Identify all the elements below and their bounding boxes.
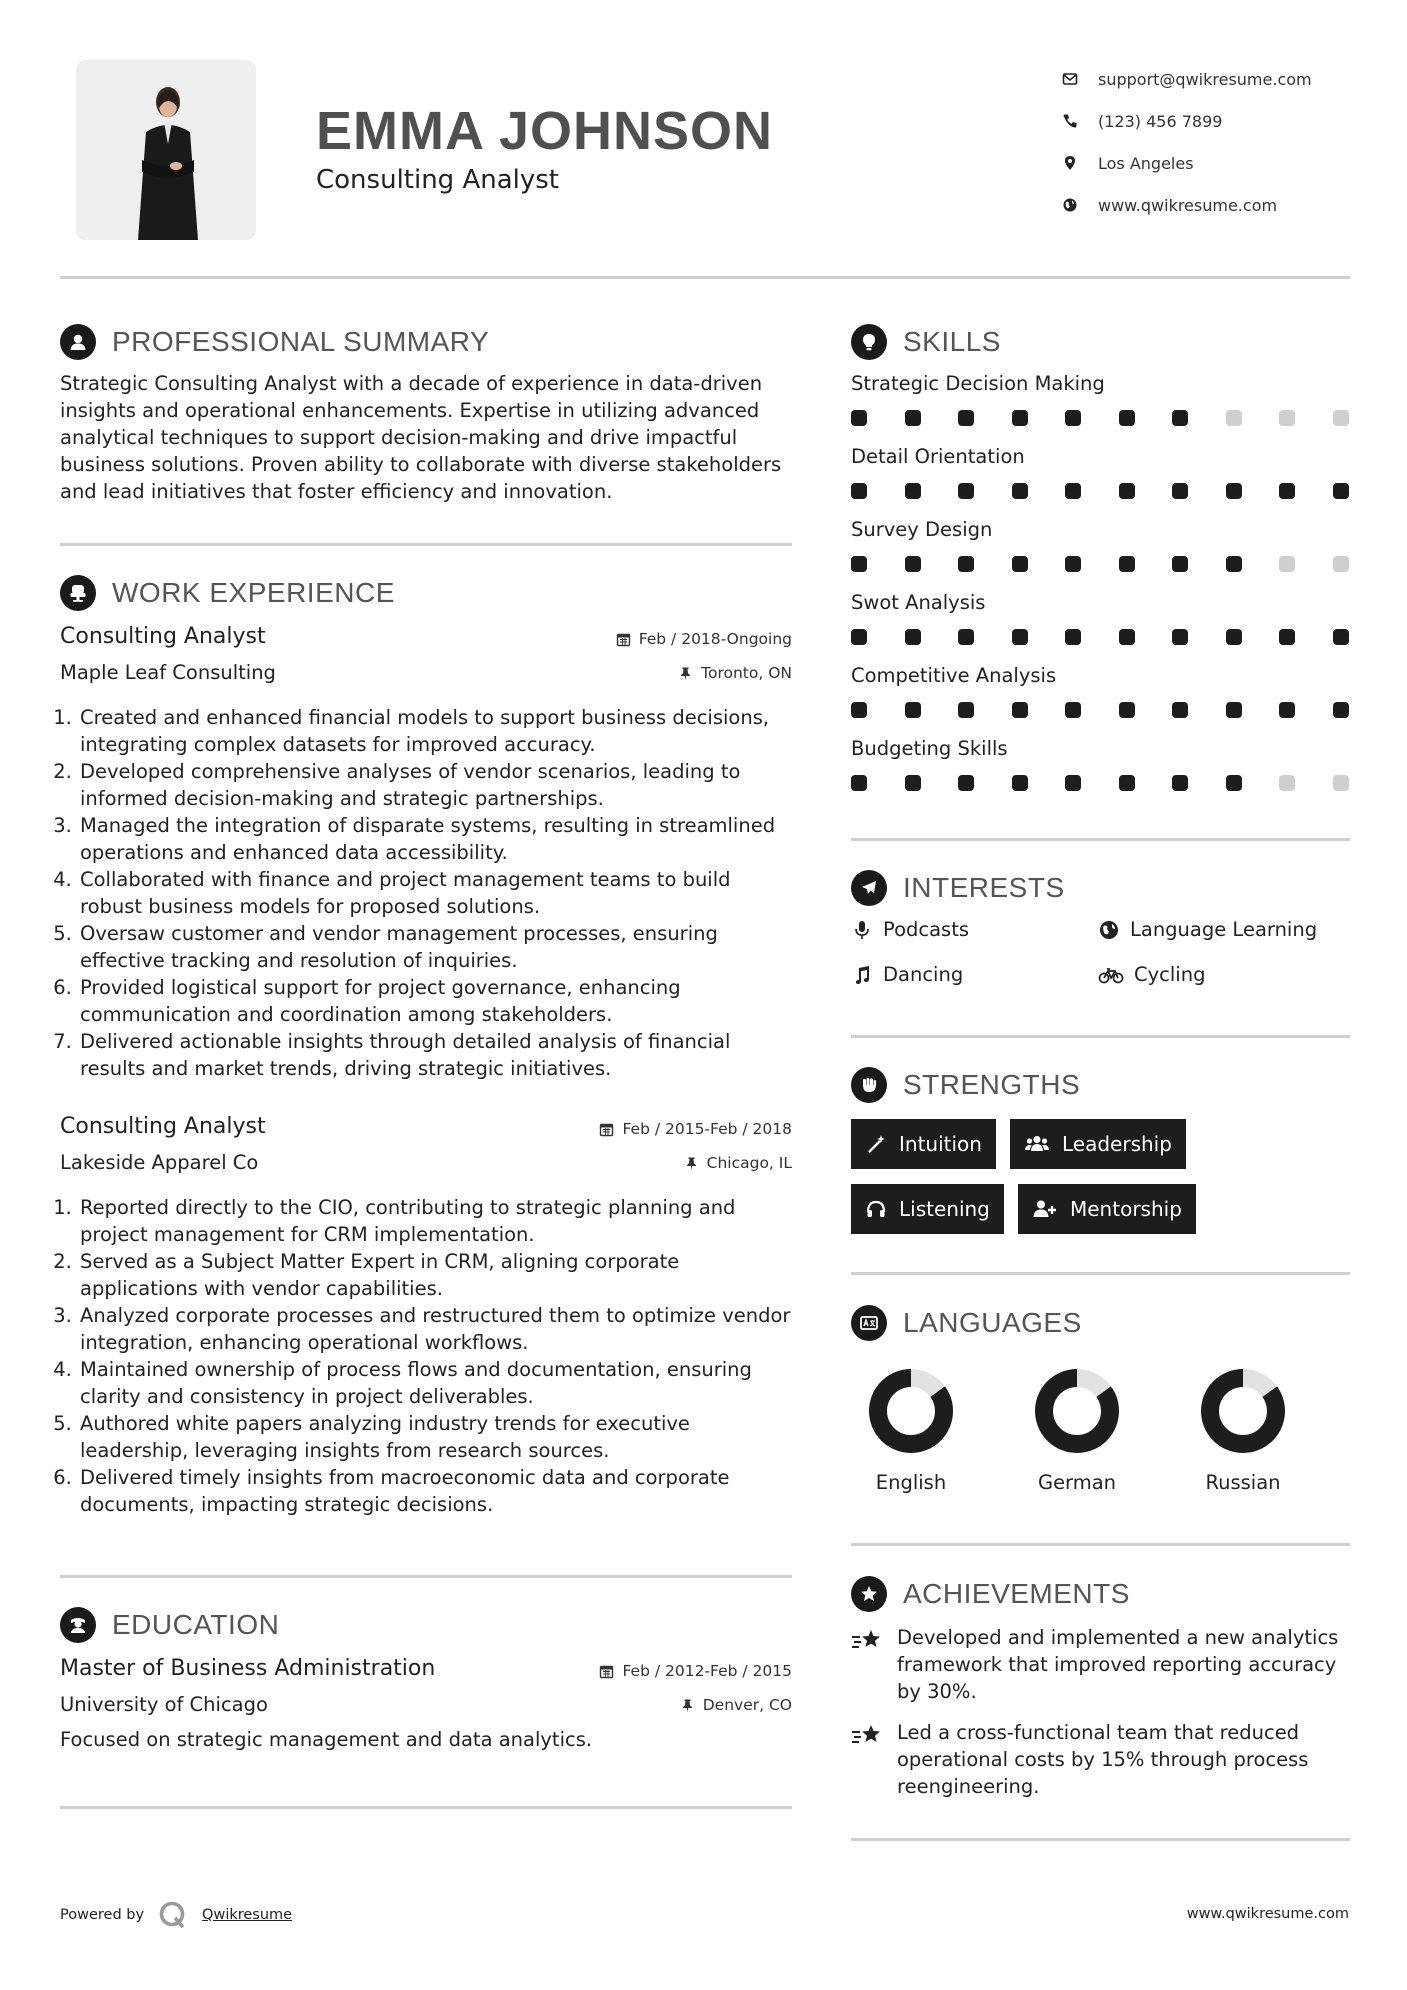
- calendar-icon: [599, 1664, 614, 1679]
- education-degree: Master of Business Administration: [60, 1656, 436, 1681]
- skill-rating: [851, 556, 1349, 572]
- skill-dot-filled: [851, 556, 867, 572]
- languages-heading-text: LANGUAGES: [903, 1307, 1082, 1338]
- strength-badge: [851, 1184, 1004, 1234]
- strength-badge: [1010, 1119, 1186, 1169]
- list-item: 5. Authored white papers analyzing industry trends for executive leadership, leveraging insights from research sources.: [78, 1410, 792, 1464]
- achievements-heading-text: ACHIEVEMENTS: [903, 1578, 1130, 1609]
- interests-heading-text: INTERESTS: [903, 872, 1065, 903]
- skill-dot-filled: [1012, 483, 1028, 499]
- skill-rating: [851, 410, 1349, 426]
- skill-dot-filled: [958, 775, 974, 791]
- skill-name: Survey Design: [851, 518, 993, 541]
- education-icon-circle: [60, 1607, 96, 1643]
- skill-name: Detail Orientation: [851, 445, 1025, 468]
- interests-heading: [851, 870, 1065, 906]
- skill-dot-filled: [1119, 775, 1135, 791]
- language-card-icon: [858, 1312, 880, 1334]
- person-silhouette-icon: [76, 60, 256, 240]
- job-dates: [616, 630, 792, 648]
- contact-website-text: www.qwikresume.com: [1098, 195, 1278, 215]
- skill-item: [851, 735, 1351, 791]
- education-location: [680, 1696, 792, 1714]
- language-name: German: [1037, 1471, 1117, 1494]
- skill-item: [851, 443, 1351, 499]
- list-item: 1. Created and enhanced financial models to support business decisions, integrating complex datasets for improved accuracy.: [78, 704, 792, 758]
- skill-dot-filled: [1012, 702, 1028, 718]
- interest-label: Dancing: [883, 963, 964, 986]
- skill-dot-filled: [1065, 775, 1081, 791]
- skill-rating: [851, 702, 1349, 718]
- list-item: 7. Delivered actionable insights through detailed analysis of financial results and market trends, driving strategic initiatives.: [78, 1028, 792, 1082]
- skill-dot-filled: [851, 410, 867, 426]
- skill-dot-filled: [1226, 702, 1242, 718]
- interest-item: [1098, 918, 1317, 941]
- lightbulb-icon: [858, 331, 880, 353]
- candidate-name: EMMA JOHNSON: [316, 101, 774, 161]
- education-school: University of Chicago: [60, 1693, 268, 1716]
- skill-dot-empty: [1333, 556, 1349, 572]
- achievements-icon-circle: [851, 1576, 887, 1612]
- headphones-icon: [865, 1198, 887, 1220]
- skill-dot-filled: [1065, 702, 1081, 718]
- skill-dot-filled: [1119, 410, 1135, 426]
- skill-dot-filled: [851, 629, 867, 645]
- footer-powered-text: Powered by: [60, 1907, 145, 1923]
- job-entry-1: [60, 620, 792, 1082]
- language-item: [1178, 1367, 1308, 1494]
- education-heading: [60, 1607, 279, 1643]
- envelope-icon: [1062, 71, 1078, 87]
- skill-rating: [851, 483, 1349, 499]
- skill-dot-filled: [1172, 775, 1188, 791]
- briefcase-icon: [67, 582, 89, 604]
- contact-website[interactable]: [1062, 184, 1362, 226]
- skill-dot-filled: [1012, 775, 1028, 791]
- education-note: Focused on strategic management and data analytics.: [60, 1728, 593, 1751]
- contact-block: [1062, 58, 1362, 226]
- skill-dot-filled: [1333, 483, 1349, 499]
- achievement-text: Led a cross-functional team that reduced operational costs by 15% through process reengineering.: [897, 1721, 1309, 1798]
- user-icon: [67, 331, 89, 353]
- profile-photo: [76, 60, 256, 240]
- achievements-heading: [851, 1576, 1130, 1612]
- shooting-star-icon: [851, 1721, 885, 1751]
- skill-rating: [851, 629, 1349, 645]
- language-name: Russian: [1205, 1471, 1281, 1494]
- music-note-icon: [851, 964, 873, 986]
- skill-dot-filled: [851, 702, 867, 718]
- skill-dot-filled: [1119, 702, 1135, 718]
- phone-icon: [1062, 113, 1078, 129]
- graduate-icon: [67, 1614, 89, 1636]
- interest-item: [851, 918, 969, 941]
- work-icon-circle: [60, 575, 96, 611]
- work-heading-text: WORK EXPERIENCE: [112, 577, 395, 608]
- job-location: [678, 664, 792, 682]
- skill-dot-empty: [1279, 410, 1295, 426]
- skill-dot-empty: [1226, 410, 1242, 426]
- skill-dot-filled: [851, 775, 867, 791]
- skills-icon-circle: [851, 324, 887, 360]
- languages-icon-circle: [851, 1305, 887, 1341]
- paper-plane-icon: [858, 877, 880, 899]
- skill-dot-empty: [1279, 556, 1295, 572]
- list-item: 3. Analyzed corporate processes and restructured them to optimize vendor integration, enhancing operational workflows.: [78, 1302, 792, 1356]
- list-item: 5. Oversaw customer and vendor management processes, ensuring effective tracking and resolution of inquiries.: [78, 920, 792, 974]
- job-dates-text: Feb / 2018-Ongoing: [638, 630, 792, 648]
- skill-dot-filled: [905, 556, 921, 572]
- microphone-icon: [851, 919, 873, 941]
- skill-dot-filled: [905, 483, 921, 499]
- skill-name: Competitive Analysis: [851, 664, 1057, 687]
- contact-phone-text: (123) 456 7899: [1098, 111, 1223, 131]
- skill-dot-filled: [1279, 629, 1295, 645]
- interest-item: [851, 963, 963, 986]
- skill-dot-filled: [1012, 410, 1028, 426]
- skill-dot-filled: [851, 483, 867, 499]
- skill-dot-filled: [958, 556, 974, 572]
- education-dates: [599, 1662, 792, 1680]
- language-name: English: [875, 1471, 947, 1494]
- skill-dot-filled: [905, 775, 921, 791]
- skill-dot-filled: [1119, 483, 1135, 499]
- skill-dot-filled: [958, 410, 974, 426]
- job-company: Lakeside Apparel Co: [60, 1151, 259, 1174]
- skill-dot-empty: [1333, 775, 1349, 791]
- skill-name: Budgeting Skills: [851, 737, 1008, 760]
- interest-label: Language Learning: [1130, 918, 1318, 941]
- skill-item: [851, 370, 1351, 426]
- skill-dot-filled: [1012, 556, 1028, 572]
- job-entry-2: [60, 1110, 792, 1518]
- skill-dot-filled: [1119, 556, 1135, 572]
- skill-dot-empty: [1333, 410, 1349, 426]
- interests-divider: [851, 1035, 1350, 1038]
- job-dates: [599, 1120, 792, 1138]
- list-item: 6. Delivered timely insights from macroeconomic data and corporate documents, impacting strategic decisions.: [78, 1464, 792, 1518]
- skill-dot-filled: [1065, 556, 1081, 572]
- list-item: 2. Served as a Subject Matter Expert in CRM, aligning corporate applications with vendor capabilities.: [78, 1248, 792, 1302]
- languages-heading: [851, 1305, 1082, 1341]
- list-item: 6. Provided logistical support for project governance, enhancing communication and coordination among stakeholders.: [78, 974, 792, 1028]
- users-icon: [1024, 1133, 1050, 1155]
- calendar-icon: [599, 1122, 614, 1137]
- magic-wand-icon: [865, 1133, 887, 1155]
- skill-dot-filled: [905, 410, 921, 426]
- achievement-text: Developed and implemented a new analytics framework that improved reporting accuracy by 30%.: [897, 1626, 1339, 1703]
- pushpin-icon: [684, 1156, 699, 1171]
- bicycle-icon: [1098, 964, 1124, 986]
- skill-rating: [851, 775, 1349, 791]
- work-divider: [60, 1575, 792, 1578]
- summary-heading-text: PROFESSIONAL SUMMARY: [112, 326, 490, 357]
- job-location-text: Toronto, ON: [701, 664, 792, 682]
- language-ring: [867, 1367, 955, 1455]
- header-divider: [60, 276, 1350, 279]
- list-item: 1. Reported directly to the CIO, contributing to strategic planning and project management for CRM implementation.: [78, 1194, 792, 1248]
- skill-dot-filled: [1065, 483, 1081, 499]
- achievement-item: [851, 1719, 1351, 1800]
- education-divider: [60, 1806, 792, 1809]
- contact-location-text: Los Angeles: [1098, 153, 1194, 173]
- map-pin-icon: [1062, 155, 1078, 171]
- education-entry: [60, 1652, 792, 1722]
- language-item: [1012, 1367, 1142, 1494]
- job-title: Consulting Analyst: [60, 1114, 266, 1139]
- achievements-divider: [851, 1838, 1350, 1841]
- strength-label: Leadership: [1062, 1132, 1172, 1156]
- skill-dot-filled: [1172, 556, 1188, 572]
- strengths-icon-circle: [851, 1067, 887, 1103]
- strength-badge: [1018, 1184, 1196, 1234]
- skill-item: [851, 662, 1351, 718]
- summary-text: Strategic Consulting Analyst with a decade of experience in data-driven insights and operational enhancements. Expertise in utilizing advanced analytical techniques to support decision-making and drive impactful business solutions. Proven ability to collaborate with diverse stakeholders and lead initiatives that foster efficiency and innovation.: [60, 372, 782, 503]
- job-bullets: [60, 1194, 792, 1518]
- skill-dot-filled: [1226, 556, 1242, 572]
- skill-dot-filled: [1333, 702, 1349, 718]
- skill-dot-filled: [1012, 629, 1028, 645]
- skills-divider: [851, 838, 1350, 841]
- education-dates-text: Feb / 2012-Feb / 2015: [622, 1662, 792, 1680]
- user-plus-icon: [1032, 1198, 1058, 1220]
- skill-dot-filled: [1333, 629, 1349, 645]
- skill-dot-filled: [1172, 629, 1188, 645]
- interest-label: Podcasts: [883, 918, 970, 941]
- skill-dot-filled: [1065, 410, 1081, 426]
- globe-icon: [1062, 197, 1078, 213]
- job-bullets: [60, 704, 792, 1082]
- contact-phone[interactable]: [1062, 100, 1362, 142]
- interest-item: [1098, 963, 1205, 986]
- skill-dot-filled: [1119, 629, 1135, 645]
- skill-item: [851, 589, 1351, 645]
- star-badge-icon: [858, 1583, 880, 1605]
- work-heading: [60, 575, 395, 611]
- pushpin-icon: [678, 666, 693, 681]
- globe-icon: [1098, 919, 1120, 941]
- strengths-heading: [851, 1067, 1080, 1103]
- language-item: [846, 1367, 976, 1494]
- skill-dot-filled: [1279, 483, 1295, 499]
- languages-divider: [851, 1543, 1350, 1546]
- summary-heading: [60, 324, 489, 360]
- skill-dot-filled: [905, 629, 921, 645]
- skill-dot-filled: [1226, 629, 1242, 645]
- skill-name: Strategic Decision Making: [851, 372, 1105, 395]
- summary-icon-circle: [60, 324, 96, 360]
- strengths-divider: [851, 1272, 1350, 1275]
- job-location-text: Chicago, IL: [706, 1154, 792, 1172]
- shooting-star-icon: [851, 1626, 885, 1656]
- list-item: 3. Managed the integration of disparate systems, resulting in streamlined operations and enhanced data accessibility.: [78, 812, 792, 866]
- skill-dot-filled: [1226, 483, 1242, 499]
- footer-brand-link[interactable]: Qwikresume: [202, 1907, 293, 1923]
- interest-label: Cycling: [1134, 963, 1206, 986]
- language-ring: [1199, 1367, 1287, 1455]
- interests-icon-circle: [851, 870, 887, 906]
- skill-item: [851, 516, 1351, 572]
- qwikresume-logo-icon: [158, 1900, 188, 1930]
- contact-email-text: support@qwikresume.com: [1098, 69, 1312, 89]
- skill-dot-empty: [1279, 775, 1295, 791]
- language-ring: [1033, 1367, 1121, 1455]
- list-item: 2. Developed comprehensive analyses of vendor scenarios, leading to informed decision-making and strategic partnerships.: [78, 758, 792, 812]
- summary-divider: [60, 543, 792, 546]
- strength-label: Mentorship: [1070, 1197, 1182, 1221]
- strength-label: Listening: [899, 1197, 990, 1221]
- list-item: 4. Maintained ownership of process flows and documentation, ensuring clarity and consistency in project deliverables.: [78, 1356, 792, 1410]
- skill-dot-filled: [1279, 702, 1295, 718]
- skill-dot-filled: [1172, 410, 1188, 426]
- skill-dot-filled: [958, 629, 974, 645]
- job-location: [684, 1154, 792, 1172]
- skill-name: Swot Analysis: [851, 591, 986, 614]
- strength-label: Intuition: [899, 1132, 982, 1156]
- list-item: 4. Collaborated with finance and project management teams to build robust business models for proposed solutions.: [78, 866, 792, 920]
- skill-dot-filled: [958, 483, 974, 499]
- contact-location: [1062, 142, 1362, 184]
- strength-badge: [851, 1119, 996, 1169]
- achievement-item: [851, 1624, 1351, 1705]
- skills-heading-text: SKILLS: [903, 326, 1001, 357]
- fist-icon: [858, 1074, 880, 1096]
- education-location-text: Denver, CO: [702, 1696, 792, 1714]
- contact-email[interactable]: [1062, 58, 1362, 100]
- job-title: Consulting Analyst: [60, 624, 266, 649]
- skill-dot-filled: [1172, 483, 1188, 499]
- skill-dot-filled: [1226, 775, 1242, 791]
- skill-dot-filled: [958, 702, 974, 718]
- pushpin-icon: [680, 1698, 695, 1713]
- candidate-title: Consulting Analyst: [316, 165, 560, 195]
- calendar-icon: [616, 632, 631, 647]
- job-company: Maple Leaf Consulting: [60, 661, 276, 684]
- skills-heading: [851, 324, 1001, 360]
- education-heading-text: EDUCATION: [112, 1609, 280, 1640]
- skill-dot-filled: [905, 702, 921, 718]
- footer-website-link[interactable]: www.qwikresume.com: [1186, 1906, 1349, 1922]
- job-dates-text: Feb / 2015-Feb / 2018: [622, 1120, 792, 1138]
- strengths-heading-text: STRENGTHS: [903, 1069, 1081, 1100]
- skill-dot-filled: [1065, 629, 1081, 645]
- footer-powered-by: [60, 1900, 292, 1930]
- skill-dot-filled: [1172, 702, 1188, 718]
